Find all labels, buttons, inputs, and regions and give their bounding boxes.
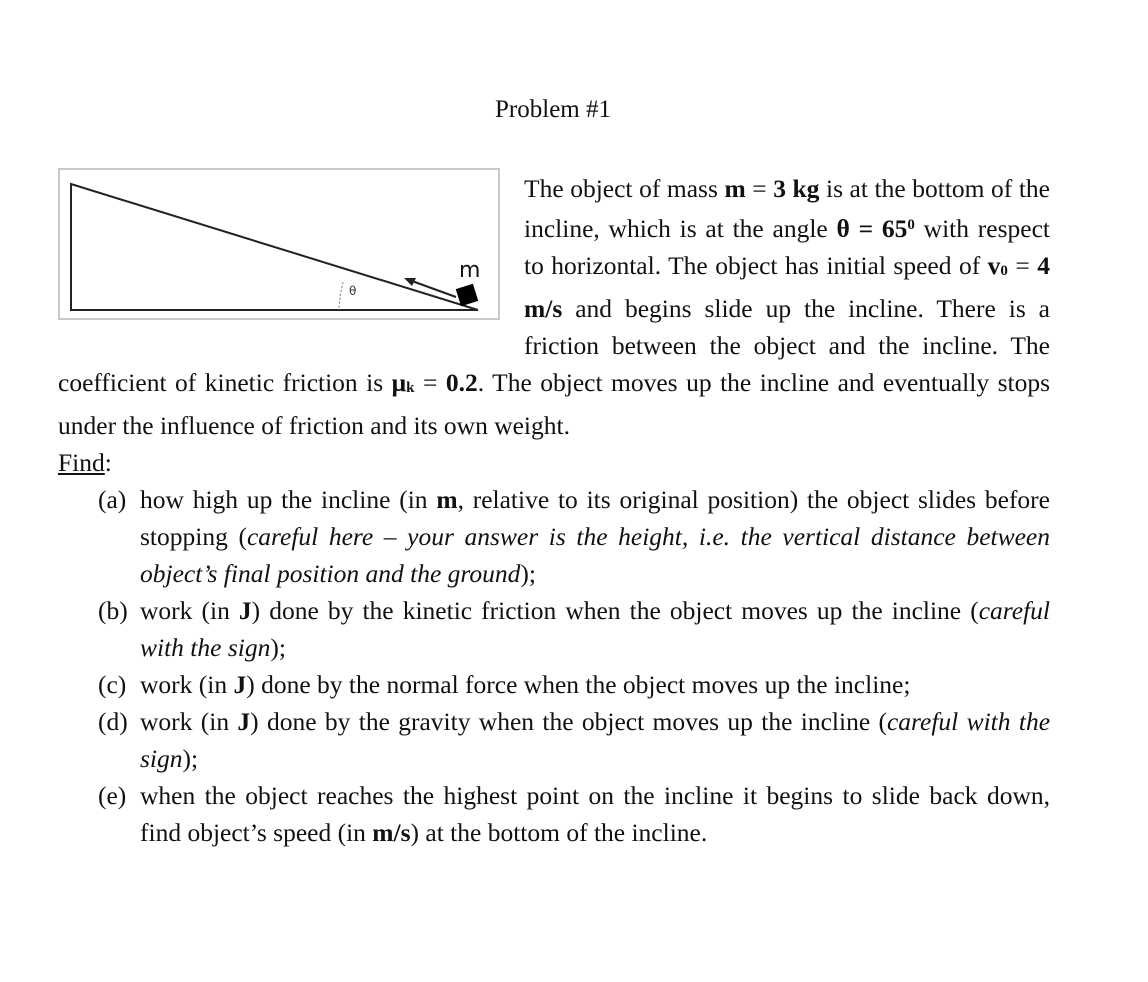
- find-heading: Find:: [58, 448, 112, 477]
- statement-text: and begins slide up the incline. There is a friction between the object and the incline. The coefficient of kinetic friction is: [58, 294, 1050, 397]
- mu-symbol: $\mu_k$: [391, 368, 415, 397]
- statement-text: The object of mass: [524, 174, 725, 203]
- mu-value: 0.2: [445, 368, 478, 397]
- question-c: (c) work (in J) done by the normal force when the object moves up the incline;: [58, 666, 1050, 703]
- question-marker: (b): [98, 596, 128, 625]
- unit: m/s: [372, 818, 411, 847]
- question-marker: (d): [98, 707, 128, 736]
- question-b: (b) work (in J) done by the kinetic friction when the object moves up the incline (careful with the sign);: [58, 592, 1050, 666]
- statement-text: =: [745, 174, 774, 203]
- angle-label: θ: [349, 284, 357, 298]
- problem-title: Problem #1: [495, 96, 611, 123]
- statement-text: is at the bottom of the incline, which is at the angle: [524, 174, 1050, 243]
- note: careful here – your answer is the height, i.e. the vertical distance between object’s final position and the ground: [140, 522, 1050, 588]
- speed-value: 4 m/s: [524, 251, 1050, 323]
- note: careful with the sign: [140, 707, 1051, 773]
- degree-mark: 0: [907, 217, 915, 233]
- unit: J: [237, 707, 251, 736]
- question-marker: (e): [98, 781, 127, 810]
- mass-value: 3 kg: [773, 174, 820, 203]
- question-marker: (c): [98, 670, 127, 699]
- statement-text: with respect to horizontal. The object has initial speed of: [524, 214, 1050, 280]
- unit: J: [233, 670, 247, 699]
- mass-label: m: [459, 258, 481, 283]
- figure-spacer: [58, 170, 524, 340]
- question-d: (d) work (in J) done by the gravity when the object moves up the incline (careful with the sign);: [58, 703, 1050, 777]
- question-marker: (a): [98, 485, 127, 514]
- statement-text: =: [1007, 251, 1038, 280]
- mass-symbol: m: [724, 174, 746, 203]
- question-a: (a) how high up the incline (in m, relative to its original position) the object slides before stopping (careful here – your answer is the height, i.e. the vertical distance between object’s final position and the ground);: [58, 481, 1050, 592]
- angle-expression: $\theta = 65^0$: [836, 214, 915, 243]
- statement-text: =: [414, 368, 446, 397]
- question-e: (e) when the object reaches the highest point on the incline it begins to slide back down, find object’s speed (in m/s) at the bottom of the incline.: [58, 777, 1050, 851]
- speed-symbol: $v_0$: [987, 251, 1008, 280]
- unit: J: [238, 596, 252, 625]
- statement-text: . The object moves up the incline and eventually stops under the influence of friction and its own weight.: [58, 368, 1051, 440]
- question-list: [58, 481, 1050, 851]
- unit: m: [436, 485, 458, 514]
- note: careful with the sign: [140, 596, 1050, 662]
- problem-body: [58, 170, 1050, 851]
